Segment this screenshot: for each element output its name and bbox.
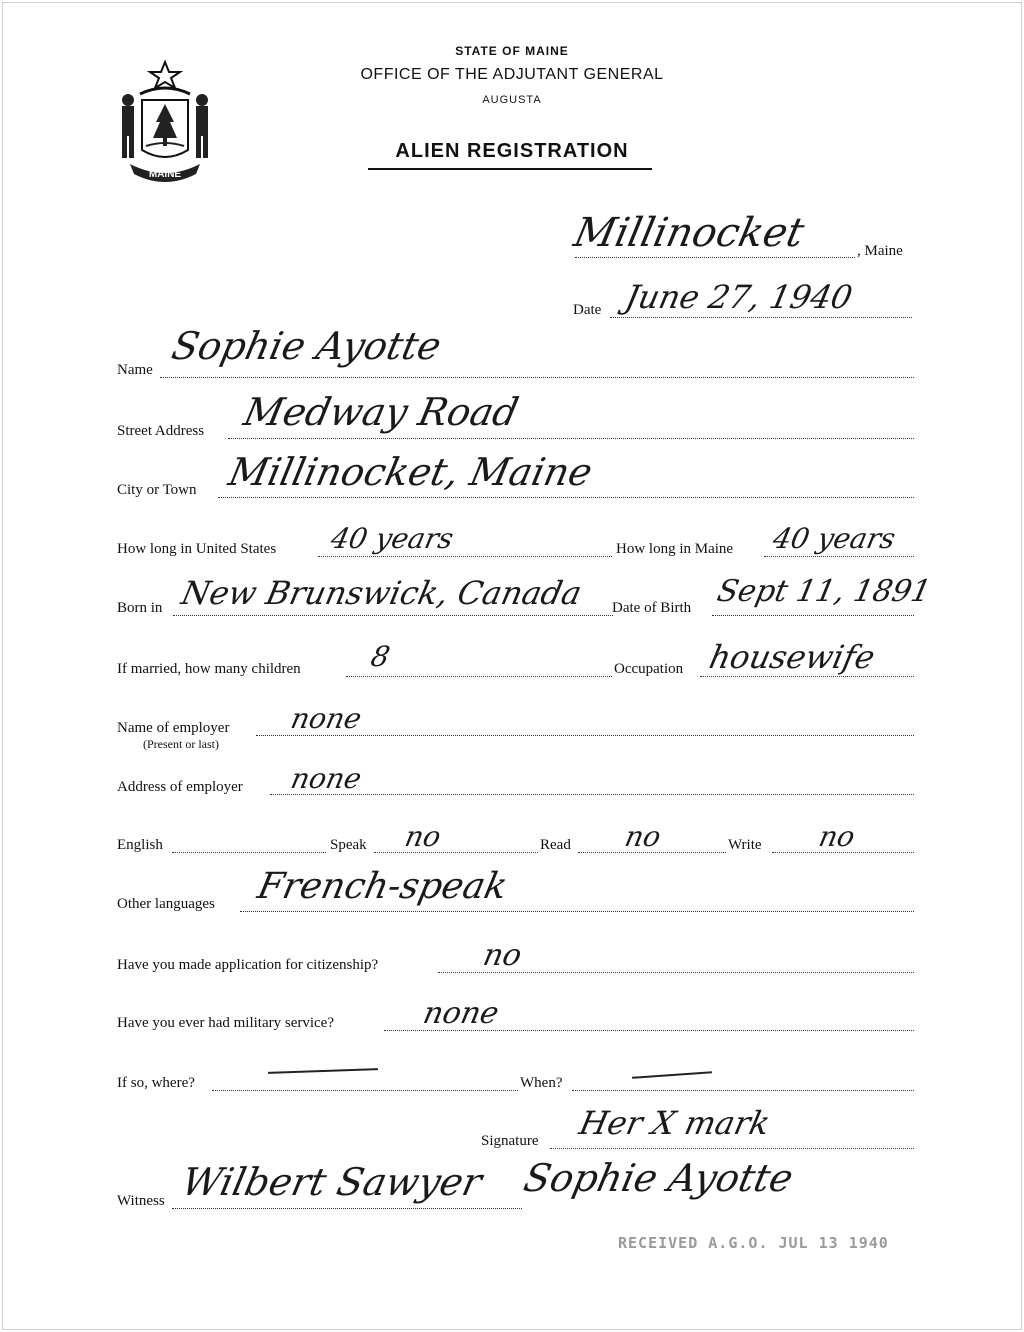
us-years-label: How long in United States — [117, 541, 277, 557]
date-value: June 27, 1940 — [622, 278, 856, 316]
place-line — [575, 257, 855, 258]
signature-label: Signature — [481, 1133, 539, 1149]
read-label: Read — [540, 837, 571, 853]
speak-line — [374, 852, 538, 853]
military-label: Have you ever had military service? — [117, 1015, 334, 1031]
citizenship-label: Have you made application for citizenship? — [117, 957, 379, 973]
birth-date-label: Date of Birth — [612, 600, 692, 616]
children-value: 8 — [368, 640, 393, 673]
name-label: Name — [117, 362, 153, 378]
name-line — [160, 377, 914, 378]
us-years-value: 40 years — [328, 522, 457, 555]
city-heading: AUGUSTA — [482, 94, 542, 106]
employer-address-label: Address of employer — [117, 779, 243, 795]
street-line — [228, 438, 914, 439]
other-languages-label: Other languages — [117, 896, 215, 912]
maine-years-label: How long in Maine — [616, 541, 734, 557]
occupation-label: Occupation — [614, 661, 684, 677]
other-languages-value: French-speak — [254, 866, 512, 907]
when-label: When? — [520, 1075, 563, 1091]
signature-value: Sophie Ayotte — [520, 1156, 798, 1200]
citizenship-value: no — [480, 938, 525, 973]
employer-line — [256, 735, 914, 736]
signature-line — [550, 1148, 914, 1149]
maine-years-line — [764, 556, 914, 557]
signature-mark: Her X mark — [576, 1104, 774, 1142]
date-line — [610, 317, 912, 318]
name-value: Sophie Ayotte — [168, 324, 446, 368]
place-suffix: , Maine — [857, 243, 903, 259]
witness-value: Wilbert Sawyer — [178, 1160, 486, 1204]
received-stamp: RECEIVED A.G.O. JUL 13 1940 — [618, 1234, 889, 1252]
city-label: City or Town — [117, 482, 197, 498]
witness-line — [172, 1208, 522, 1209]
employer-value: none — [288, 702, 365, 735]
employer-address-value: none — [288, 762, 365, 795]
english-line — [172, 852, 326, 853]
children-label: If married, how many children — [117, 661, 301, 677]
seal-label: MAINE — [148, 169, 182, 180]
street-label: Street Address — [117, 423, 205, 439]
office-heading: OFFICE OF THE ADJUTANT GENERAL — [360, 66, 664, 83]
speak-value: no — [402, 820, 444, 853]
military-value: none — [420, 996, 502, 1031]
city-line — [218, 497, 914, 498]
date-label: Date — [573, 302, 602, 318]
born-line — [173, 615, 613, 616]
street-value: Medway Road — [240, 390, 523, 434]
place-value: Millinocket — [570, 210, 809, 256]
when-line — [572, 1090, 914, 1091]
other-languages-line — [240, 911, 914, 912]
employer-address-line — [270, 794, 914, 795]
speak-label: Speak — [330, 837, 367, 853]
form-title: ALIEN REGISTRATION — [395, 140, 629, 162]
title-underline — [368, 168, 652, 170]
occupation-value: housewife — [706, 638, 879, 676]
english-label: English — [117, 837, 163, 853]
employer-sublabel: (Present or last) — [143, 737, 219, 751]
read-value: no — [622, 820, 664, 853]
birth-date-line — [712, 615, 914, 616]
occupation-line — [700, 676, 914, 677]
state-heading: STATE OF MAINE — [455, 44, 569, 58]
children-line — [346, 676, 612, 677]
city-value: Millinocket, Maine — [225, 450, 597, 494]
witness-label: Witness — [117, 1193, 165, 1209]
born-label: Born in — [117, 600, 163, 616]
write-label: Write — [728, 837, 762, 853]
employer-label: Name of employer — [117, 720, 230, 736]
where-label: If so, where? — [117, 1075, 195, 1091]
us-years-line — [318, 556, 612, 557]
maine-years-value: 40 years — [770, 522, 899, 555]
birth-date-value: Sept 11, 1891 — [714, 574, 935, 609]
write-value: no — [816, 820, 858, 853]
born-value: New Brunswick, Canada — [178, 574, 586, 612]
where-line — [212, 1090, 518, 1091]
